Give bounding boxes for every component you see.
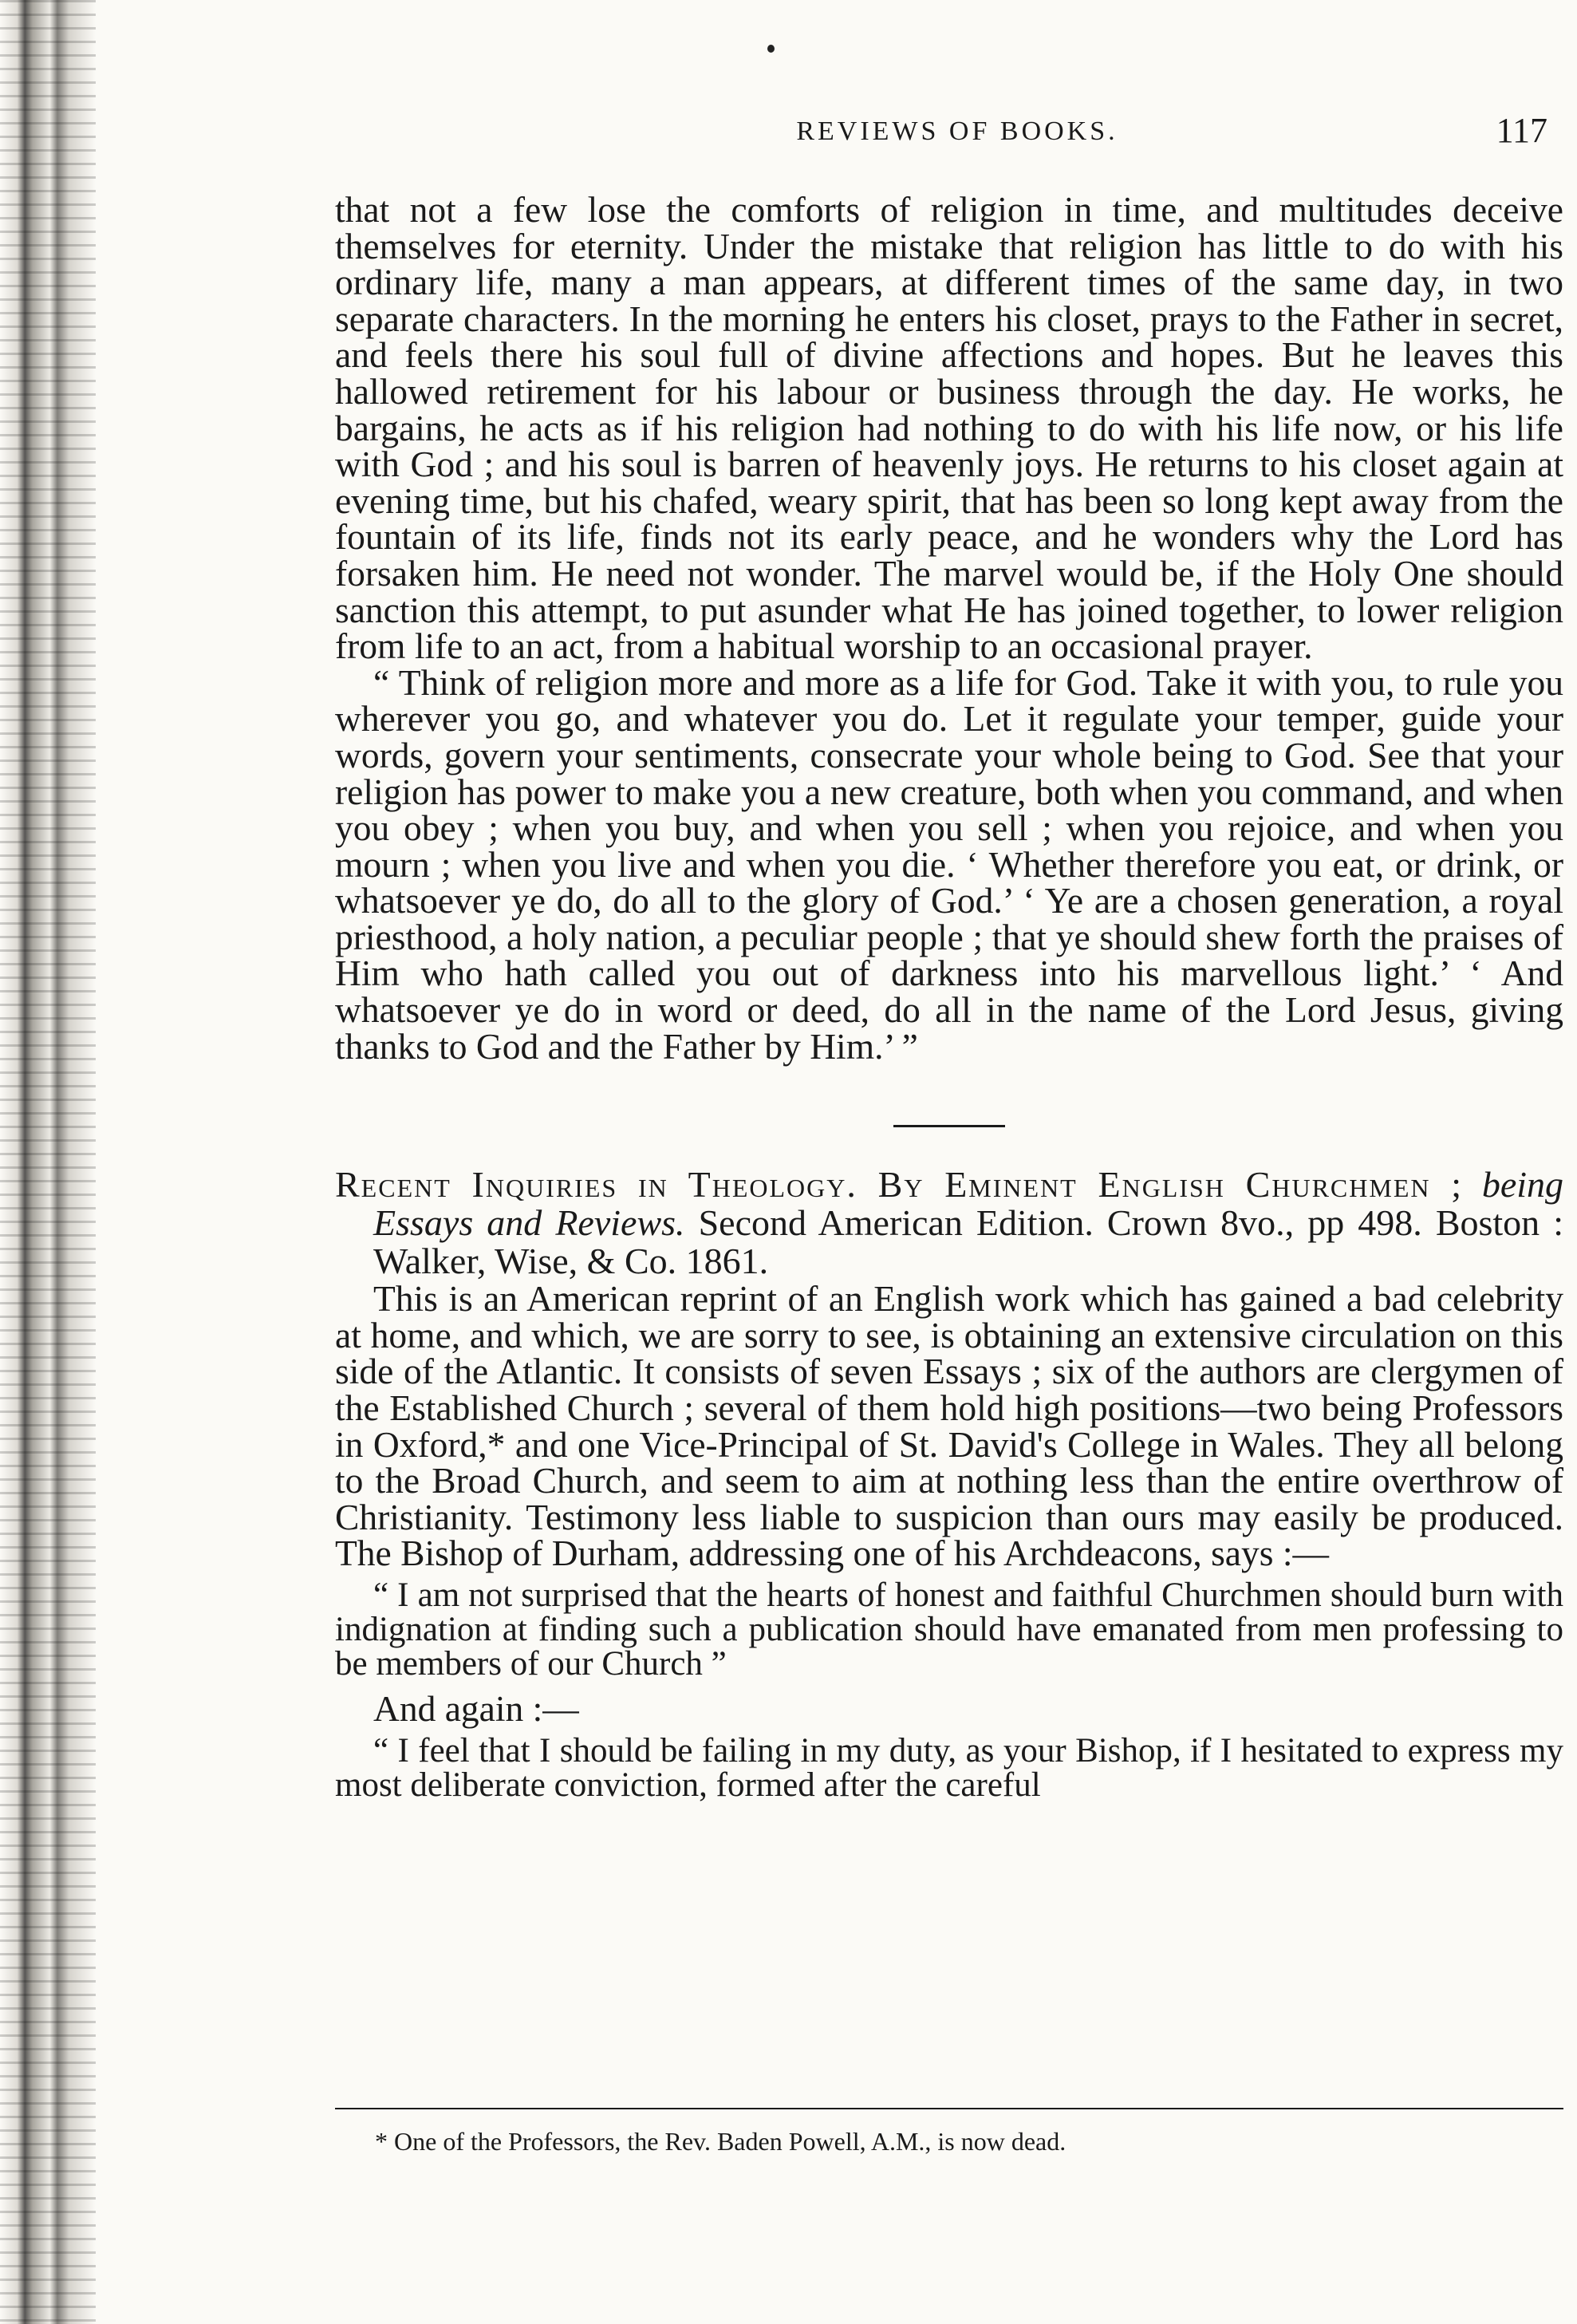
bishop-quotation-1: “ I am not surprised that the hearts of honest and faithful Churchmen should burn with indignation at finding such a publication should have emanated from men professing to be members of our Church ” [335, 1576, 1563, 1683]
review-publication-details: Second American Edition. Crown 8vo., pp 498. Boston : Walker, Wise, & Co. 1861. [373, 1202, 1564, 1282]
print-mark [767, 45, 775, 53]
review-heading [335, 1166, 1563, 1280]
review-subtitle: being Essays and Reviews. [373, 1164, 1564, 1244]
review-paragraph: This is an American reprint of an English work which has gained a bad celebrity at home, and which, we are sorry to see, is obtaining an extensive circulation on this side of the Atlantic. It consists of seven Essays ; six of the authors are clergymen of the Established Church ; several of them hold high positions—two being Professors in Oxford,* and one Vice-Principal of St. David's College in Wales. They all belong to the Broad Church, and seem to aim at nothing less than the entire overthrow of Christianity. Testimony less liable to suspicion than ours may easily be produced. The Bishop of Durham, addressing one of his Archdeacons, says :— [335, 1278, 1563, 1574]
closing-quotation: “ Think of religion more and more as a life for God. Take it with you, to rule you wherever you go, and whatever you do. Let it regulate your temper, guide your words, govern your sentiments, consecrate your whole being to God. See that your religion has power to make you a new creature, both when you command, and when you obey ; when you buy, and when you sell ; when you rejoice, and when you mourn ; when you live and when you die. ‘ Whether therefore you eat, or drink, or whatsoever ye do, do all to the glory of God.’ ‘ Ye are a chosen generation, a royal priesthood, a holy nation, a peculiar people ; that ye should shew forth the praises of Him who hath called you out of darkness into his marvellous light.’ ‘ And whatsoever ye do in word or deed, do all in the name of the Lord Jesus, giving thanks to God and the Father by Him.’ ” [335, 661, 1563, 1067]
section-divider [893, 1125, 1005, 1127]
page-number: 117 [1496, 111, 1547, 150]
binding-gutter-texture [0, 0, 96, 2324]
page-body [335, 191, 1563, 1812]
and-again-line: And again :— [373, 1688, 579, 1729]
bishop-quotation-2: “ I feel that I should be failing in my duty, as your Bishop, if I hesitated to express my most deliberate conviction, formed after the careful [335, 1731, 1563, 1804]
continuation-paragraph: that not a few lose the comforts of religion in time, and multitudes deceive themselves for eternity. Under the mistake that religion has little to do with his ordinary life, many a man appears, at different times of the same day, in two separate characters. In the morning he enters his closet, prays to the Father in secret, and feels there his soul full of divine affections and hopes. But he leaves this hallowed retirement for his labour or business through the day. He works, he bargains, he acts as if his religion had nothing to do with his life now, or his life with God ; and his soul is barren of heavenly joys. He returns to his closet again at evening time, but his chafed, weary spirit, that has been so long kept away from the fountain of its life, finds not its early peace, and he wonders why the Lord has forsaken him. He need not wonder. The marvel would be, if the Holy One should sanction this attempt, to put asunder what He has joined together, to lower religion from life to an act, from a habitual worship to an occasional prayer. [335, 189, 1563, 667]
running-head: REVIEWS OF BOOKS. [796, 116, 1118, 146]
page-header [335, 110, 1563, 166]
footnote: * One of the Professors, the Rev. Baden Powell, A.M., is now dead. [375, 2127, 1066, 2156]
review-title: Recent Inquiries in Theology. By Eminent English Churchmen ; [335, 1164, 1464, 1205]
footnote-rule [335, 2108, 1563, 2109]
